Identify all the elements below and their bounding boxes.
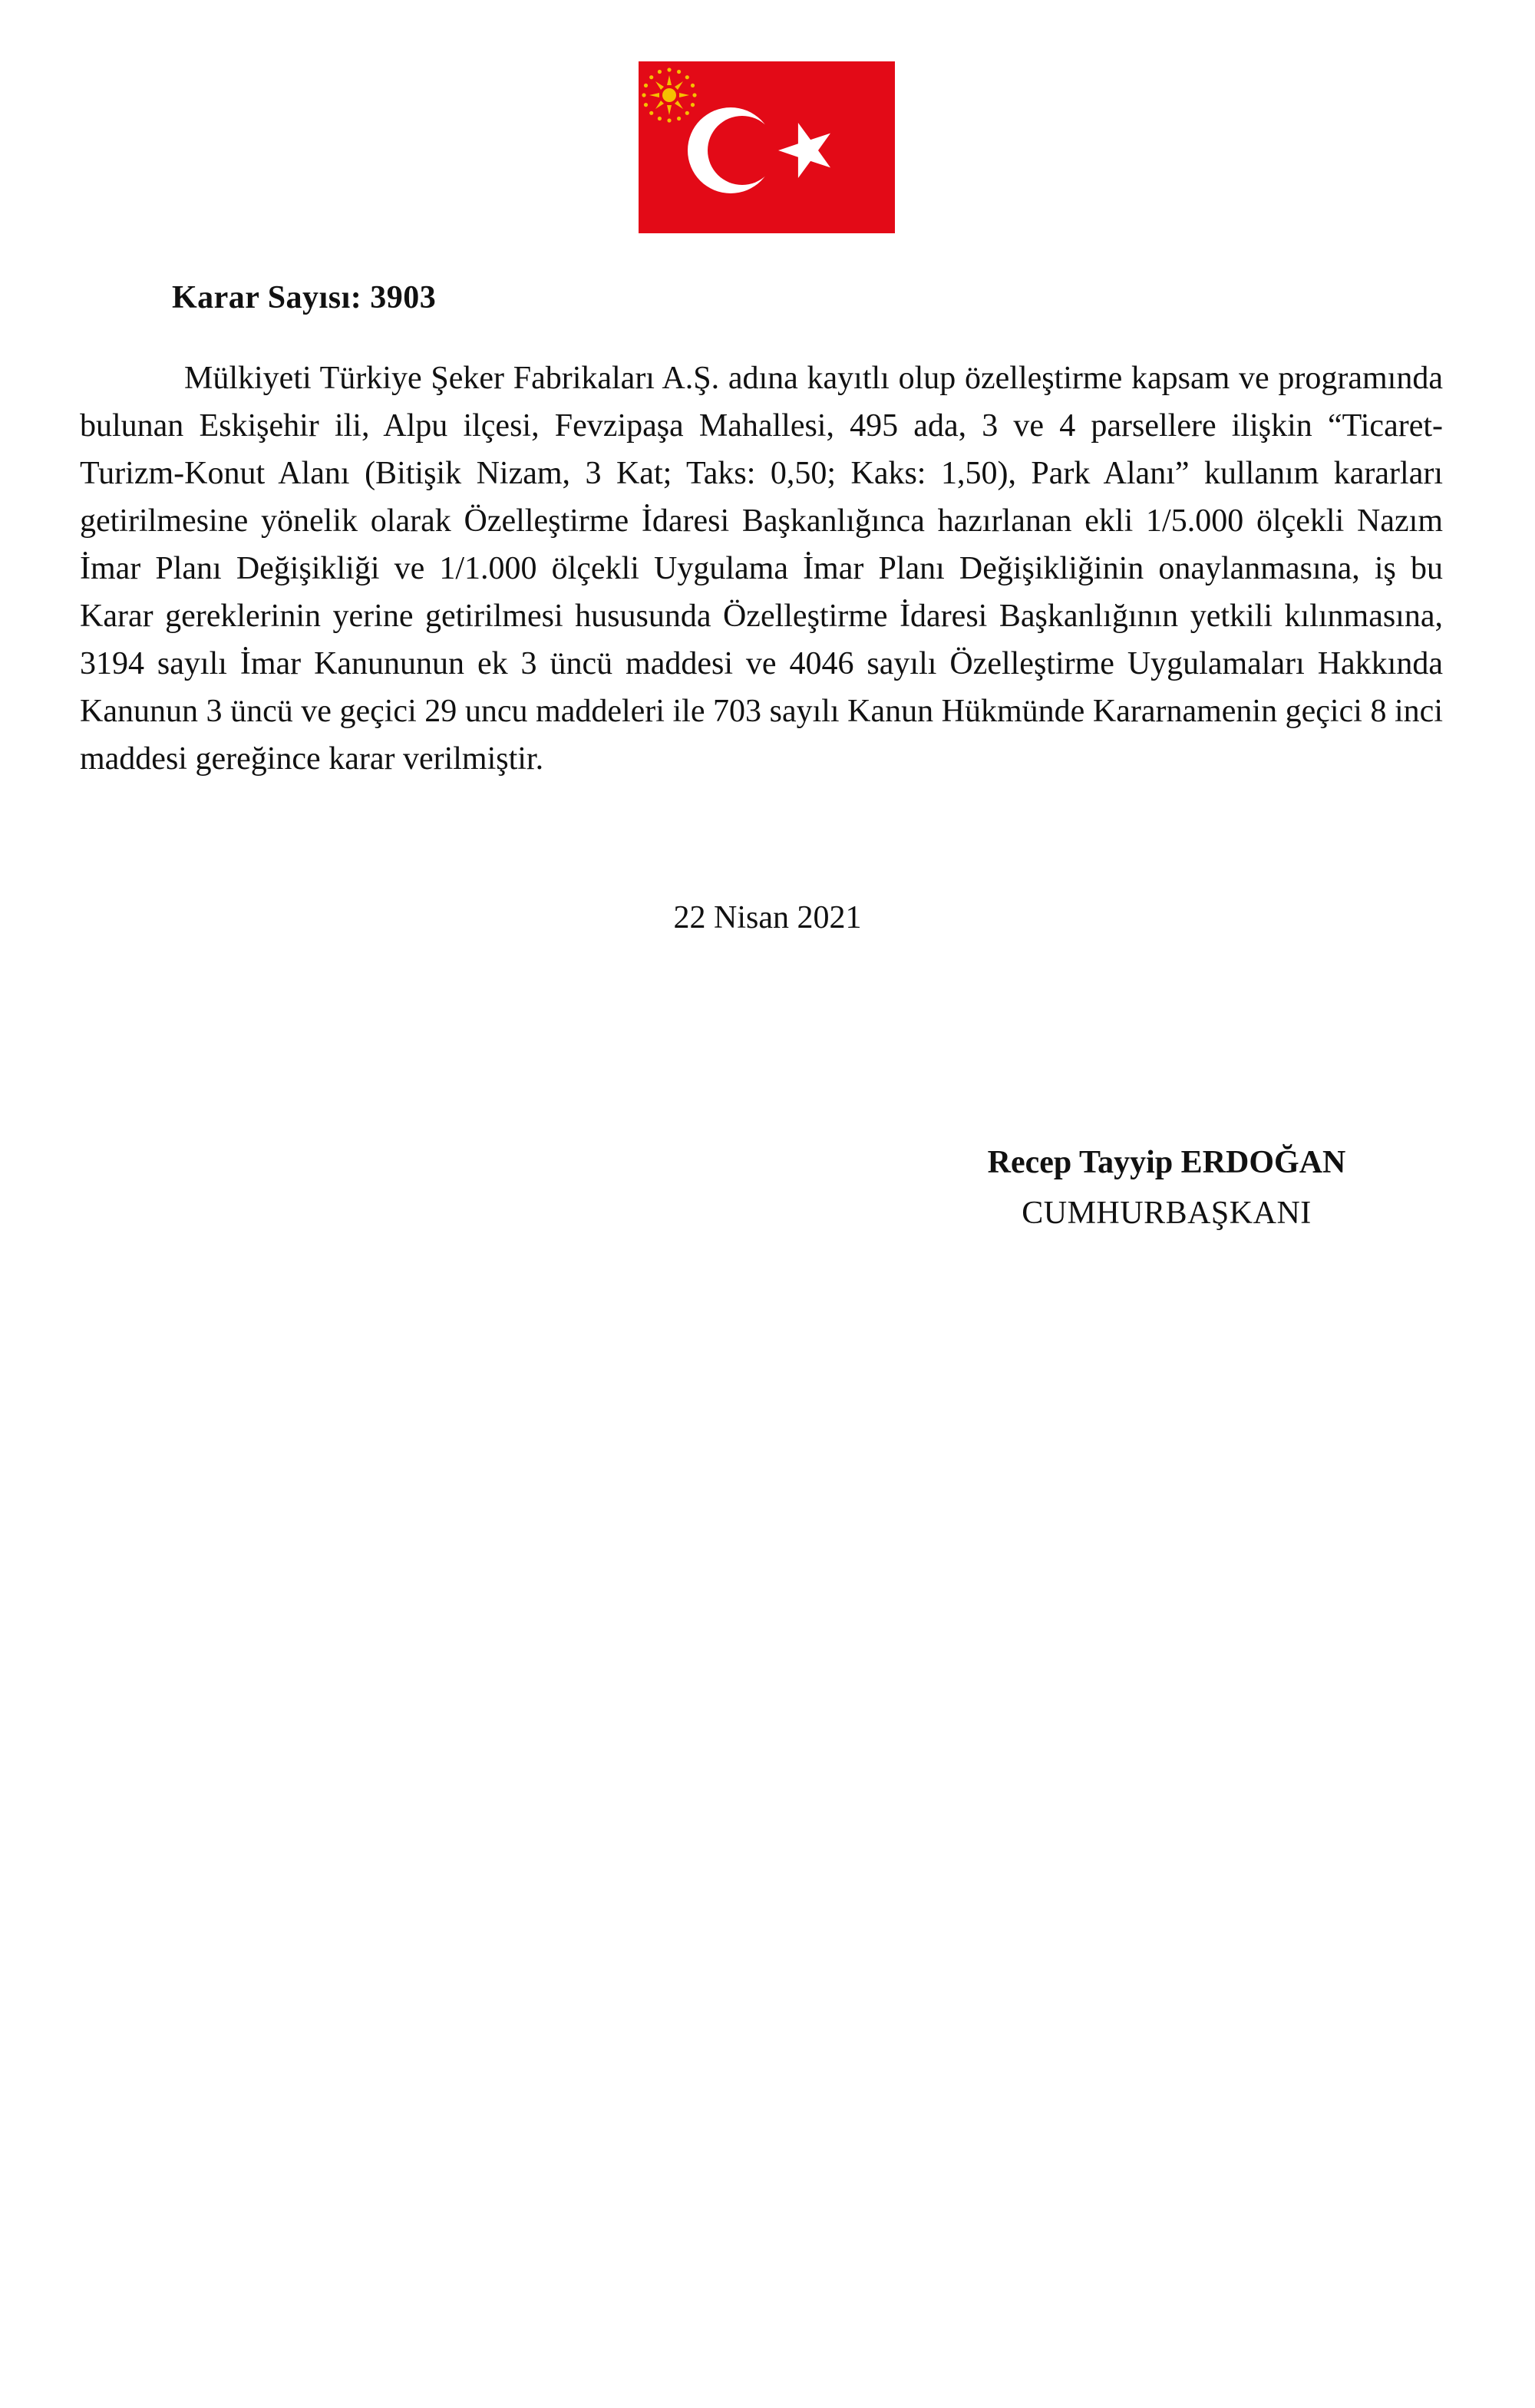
signature-block — [921, 1137, 1412, 1239]
signer-title: CUMHURBAŞKANI — [1022, 1196, 1312, 1231]
decision-number: Karar Sayısı: 3903 — [172, 280, 437, 315]
decision-text: Mülkiyeti Türkiye Şeker Fabrikaları A.Ş. adına kayıtlı olup özelleştirme kapsam ve programında bulunan Eskişehir ili, Alpu ilçesi, Fevzipaşa Mahallesi, 495 ada, 3 ve 4 parsellere ilişkin “Ticaret-Turizm-Konut Alanı (Bitişik Nizam, 3 Kat; Taks: 0,50; Kaks: 1,50), Park Alanı” kullanım kararları getirilmesine yönelik olarak Özelleştirme İdaresi Başkanlığınca hazırlanan ekli 1/5.000 ölçekli Nazım İmar Planı Değişikliği ve 1/1.000 ölçekli Uygulama İmar Planı Değişikliğinin onaylanmasına, iş bu Karar gereklerinin yerine getirilmesi hususunda Özelleştirme İdaresi Başkanlığının yetkili kılınmasına, 3194 sayılı İmar Kanununun ek 3 üncü maddesi ve 4046 sayılı Özelleştirme Uygulamaları Hakkında Kanunun 3 üncü ve geçici 29 uncu maddeleri ile 703 sayılı Kanun Hükmünde Kararnamenin geçici 8 inci maddesi gereğince karar verilmiştir. — [80, 361, 1443, 777]
decision-date: 22 Nisan 2021 — [673, 900, 862, 935]
turkish-presidential-flag-icon — [639, 61, 895, 233]
presidential-sun-icon — [642, 68, 696, 122]
signer-name: Recep Tayyip ERDOĞAN — [987, 1145, 1346, 1180]
